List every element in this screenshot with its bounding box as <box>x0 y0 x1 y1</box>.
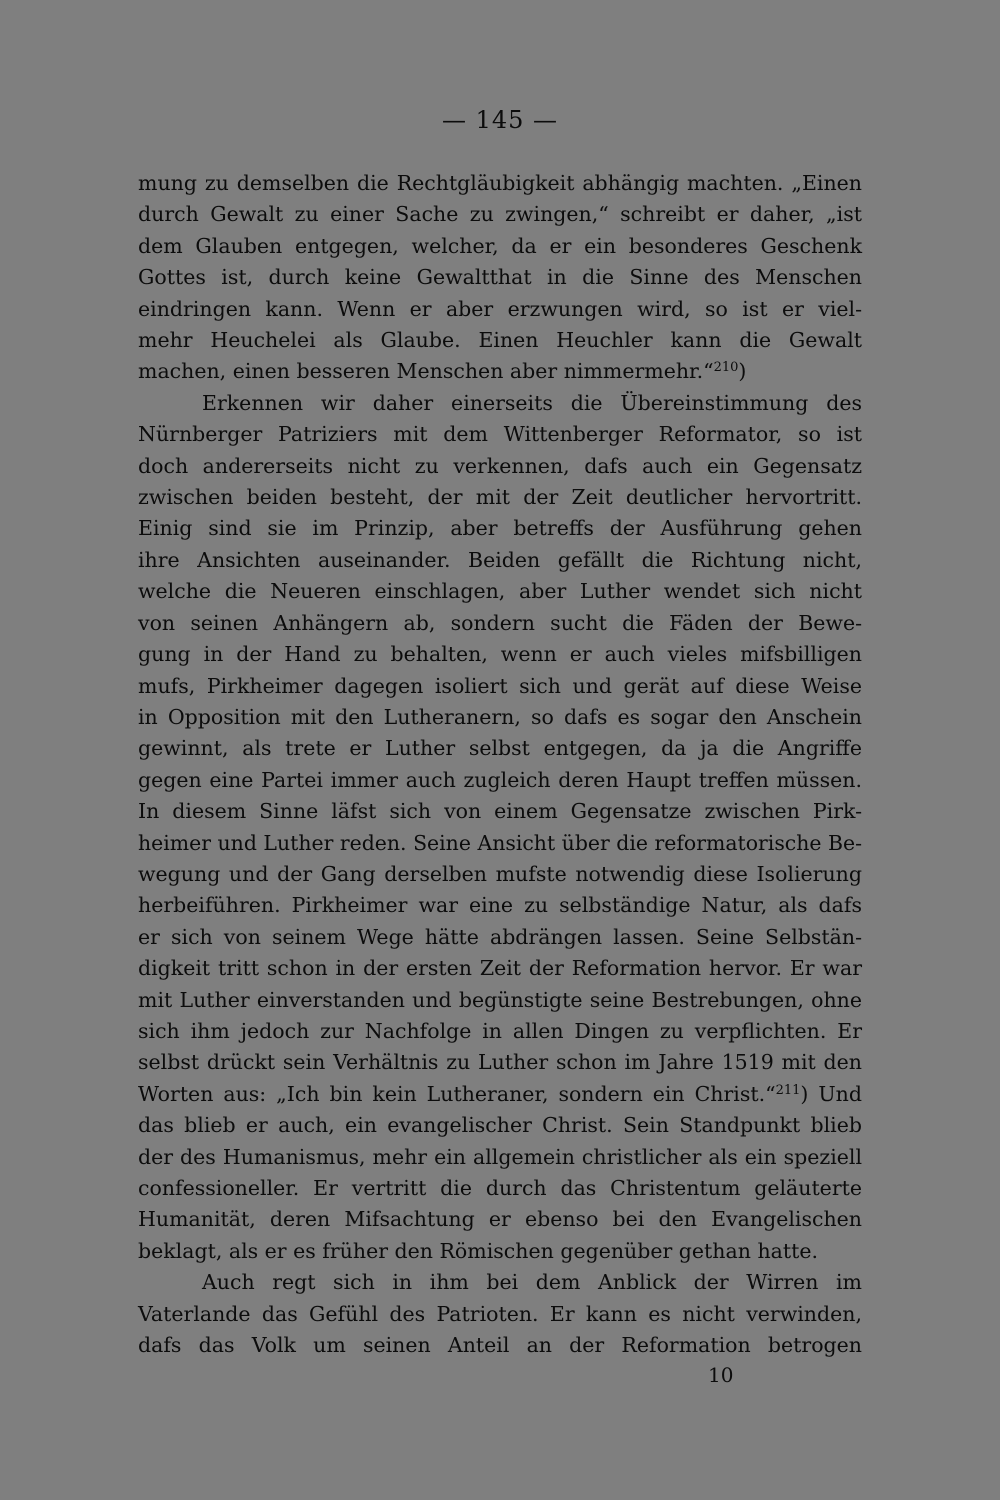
line-text: Nürnberger Patriziers mit dem Wittenberger Reformator, so ist <box>138 422 862 447</box>
line-text: das blieb er auch, ein evangelischer Christ. Sein Standpunkt blieb <box>138 1113 862 1138</box>
text-line <box>138 231 862 262</box>
text-line <box>138 1204 862 1235</box>
text-line <box>138 482 862 513</box>
line-text: In diesem Sinne läfst sich von einem Gegensatze zwischen Pirk- <box>138 799 862 824</box>
text-line <box>138 608 862 639</box>
text-line <box>138 922 862 953</box>
line-text: confessioneller. Er vertritt die durch das Christentum geläuterte <box>138 1176 862 1200</box>
text-line <box>138 451 862 482</box>
text-line <box>138 859 862 890</box>
line-text: durch Gewalt zu einer Sache zu zwingen,“ schreibt er daher, „ist <box>138 202 862 227</box>
line-text: Gottes ist, durch keine Gewaltthat in die Sinne des Menschen <box>138 265 862 290</box>
text-line <box>138 985 862 1016</box>
line-text: er sich von seinem Wege hätte abdrängen lassen. Seine Selbstän- <box>138 924 862 949</box>
body-text <box>138 168 862 1361</box>
text-line <box>138 513 862 544</box>
text-line <box>138 1079 862 1110</box>
line-text: gegen eine Partei immer auch zugleich deren Haupt treffen müssen. <box>138 767 862 792</box>
text-line <box>138 325 862 356</box>
line-text: mit Luther einverstanden und begünstigte seine Bestrebungen, ohne <box>138 987 862 1012</box>
line-text: heimer und Luther reden. Seine Ansicht über die reformatorische Be- <box>138 830 862 855</box>
text-line <box>138 671 862 702</box>
text-line <box>138 168 862 199</box>
line-text: dafs das Volk um seinen Anteil an der Reformation betrogen <box>138 1333 862 1358</box>
line-text-after: ) Und <box>800 1081 862 1106</box>
line-text: in Opposition mit den Lutheranern, so dafs es sogar den Anschein <box>138 704 862 729</box>
line-text: mung zu demselben die Rechtgläubigkeit abhängig machten. „Einen <box>138 171 862 195</box>
text-line <box>138 1236 862 1267</box>
line-text: gewinnt, als trete er Luther selbst entgegen, da ja die Angriffe <box>138 736 862 761</box>
line-text: selbst drückt sein Verhältnis zu Luther schon im Jahre 1519 mit den <box>138 1050 862 1075</box>
line-text: sich ihm jedoch zur Nachfolge in allen Dingen zu verpflichten. Er <box>138 1018 862 1043</box>
line-text: zwischen beiden besteht, der mit der Zeit deutlicher hervortritt. <box>138 485 862 510</box>
text-line <box>138 199 862 230</box>
text-line <box>138 890 862 921</box>
footnote-ref: 210 <box>713 360 739 376</box>
line-text: mehr Heuchelei als Glaube. Einen Heuchler kann die Gewalt <box>138 328 862 353</box>
text-line <box>138 1016 862 1047</box>
text-line <box>138 262 862 293</box>
line-text: von seinen Anhängern ab, sondern sucht die Fäden der Bewe- <box>138 610 862 635</box>
signature-mark: 10 <box>708 1363 734 1387</box>
line-text: der des Humanismus, mehr ein allgemein christlicher als ein speziell <box>138 1144 862 1169</box>
line-text: digkeit tritt schon in der ersten Zeit der Reformation hervor. Er war <box>138 956 862 981</box>
text-line <box>138 545 862 576</box>
text-line <box>138 796 862 827</box>
text-line <box>138 1173 862 1204</box>
line-text: mufs, Pirkheimer dagegen isoliert sich und gerät auf diese Weise <box>138 673 862 698</box>
line-text: gung in der Hand zu behalten, wenn er auch vieles mifsbilligen <box>138 642 862 667</box>
line-text: beklagt, als er es früher den Römischen gegenüber gethan hatte. <box>138 1238 818 1263</box>
page-number: — 145 — <box>441 106 559 134</box>
line-text: machen, einen besseren Menschen aber nimmermehr.“ <box>138 359 714 384</box>
line-text: Vaterlande das Gefühl des Patrioten. Er kann es nicht verwinden, <box>138 1301 862 1326</box>
text-line <box>138 1267 862 1298</box>
text-line <box>138 294 862 325</box>
line-text: herbeiführen. Pirkheimer war eine zu selbständige Natur, als dafs <box>138 893 862 918</box>
line-text: Worten aus: „Ich bin kein Lutheraner, sondern ein Christ.“ <box>138 1081 776 1106</box>
line-text: dem Glauben entgegen, welcher, da er ein besonderes Geschenk <box>138 233 862 258</box>
line-text: Auch regt sich in ihm bei dem Anblick der Wirren im <box>202 1270 862 1295</box>
line-text: welche die Neueren einschlagen, aber Luther wendet sich nicht <box>138 579 862 604</box>
text-line <box>138 419 862 450</box>
line-text: wegung und der Gang derselben mufste notwendig diese Isolierung <box>138 861 862 886</box>
text-line <box>138 576 862 607</box>
line-text: eindringen kann. Wenn er aber erzwungen wird, so ist er viel- <box>138 296 862 321</box>
line-text: ihre Ansichten auseinander. Beiden gefällt die Richtung nicht, <box>138 547 862 572</box>
text-line <box>138 828 862 859</box>
line-text: Einig sind sie im Prinzip, aber betreffs der Ausführung gehen <box>138 516 862 541</box>
text-line <box>138 1299 862 1330</box>
text-line <box>138 702 862 733</box>
footnote-ref: 211 <box>775 1082 801 1098</box>
text-line <box>138 1330 862 1361</box>
line-text: doch andererseits nicht zu verkennen, dafs auch ein Gegensatz <box>138 453 862 478</box>
text-line <box>138 953 862 984</box>
line-text: Humanität, deren Mifsachtung er ebenso bei den Evangelischen <box>138 1207 862 1232</box>
text-line <box>138 1110 862 1141</box>
text-line <box>138 1142 862 1173</box>
text-line <box>138 356 862 387</box>
text-line <box>138 639 862 670</box>
text-line <box>138 388 862 419</box>
text-line <box>138 733 862 764</box>
text-line <box>138 765 862 796</box>
text-line <box>138 1047 862 1078</box>
line-text-after: ) <box>738 359 747 384</box>
line-text: Erkennen wir daher einerseits die Übereinstimmung des <box>202 390 862 415</box>
